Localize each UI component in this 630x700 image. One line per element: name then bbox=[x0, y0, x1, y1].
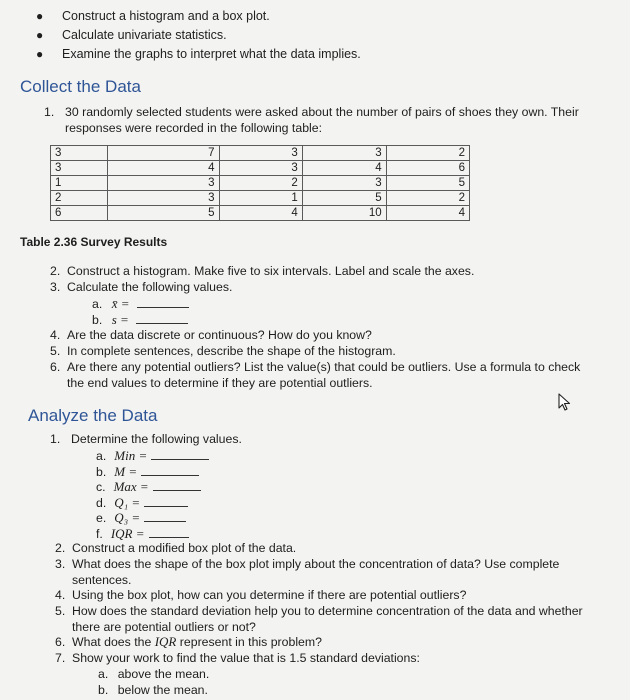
table-cell: 3 bbox=[51, 146, 108, 161]
collect-subitem-a bbox=[92, 295, 189, 312]
analyze-subitem-7b bbox=[98, 682, 208, 698]
table-cell: 3 bbox=[108, 176, 219, 191]
table-cell: 3 bbox=[302, 176, 386, 191]
subitem-text: above the mean. bbox=[117, 667, 210, 681]
subitem-label: a. bbox=[92, 297, 103, 311]
question-text: In complete sentences, describe the shape of the histogram. bbox=[67, 344, 396, 358]
statistic-expression: Max = bbox=[113, 479, 149, 494]
question-text: Show your work to find the value that is 1.5 standard deviations: bbox=[72, 651, 420, 665]
objective-text: Examine the graphs to interpret what the data implies. bbox=[62, 46, 361, 61]
objective-item bbox=[36, 44, 361, 63]
objective-text: Calculate univariate statistics. bbox=[62, 27, 227, 42]
subitem-label: b. bbox=[92, 313, 103, 327]
subitem-label: b. bbox=[98, 683, 109, 697]
question-number: 5. bbox=[50, 344, 61, 358]
table-cell: 2 bbox=[386, 191, 469, 206]
answer-blank[interactable] bbox=[137, 295, 189, 308]
objectives-list bbox=[36, 6, 361, 63]
answer-blank[interactable] bbox=[149, 525, 189, 538]
bullet-icon: ● bbox=[36, 8, 44, 23]
table-row bbox=[51, 146, 470, 161]
table-cell: 3 bbox=[302, 146, 386, 161]
question-text-post: represent in this problem? bbox=[176, 635, 322, 649]
statistic-expression: IQR = bbox=[110, 525, 145, 541]
table-cell: 4 bbox=[108, 161, 219, 176]
collect-subitem-b bbox=[92, 311, 188, 328]
statistic-expression: Q₃ = bbox=[114, 510, 141, 525]
question-number: 2. bbox=[55, 541, 66, 555]
question-text: Using the box plot, how can you determine if there are potential outliers? bbox=[72, 588, 467, 602]
table-cell: 3 bbox=[219, 146, 302, 161]
analyze-subitem bbox=[96, 525, 189, 542]
question-text: Are the data discrete or continuous? How do you know? bbox=[67, 328, 372, 342]
question-number: 6. bbox=[50, 360, 61, 374]
mouse-cursor-icon bbox=[558, 393, 572, 411]
table-cell: 2 bbox=[51, 191, 108, 206]
answer-blank[interactable] bbox=[153, 478, 201, 491]
statistic-expression: Min = bbox=[114, 448, 148, 463]
table-cell: 4 bbox=[219, 206, 302, 221]
subitem-text: below the mean. bbox=[117, 683, 208, 697]
table-cell: 5 bbox=[108, 206, 219, 221]
objective-text: Construct a histogram and a box plot. bbox=[62, 8, 270, 23]
question-number: 5. bbox=[55, 604, 66, 618]
question-text: 30 randomly selected students were asked about the number of pairs of shoes they own. Their bbox=[65, 105, 579, 119]
question-number: 7. bbox=[55, 651, 66, 665]
objective-item bbox=[36, 6, 361, 25]
question-text: sentences. bbox=[72, 573, 132, 587]
analyze-subitem-7a bbox=[98, 666, 209, 682]
table-row bbox=[51, 191, 470, 206]
question-number: 6. bbox=[55, 635, 66, 649]
table-cell: 5 bbox=[302, 191, 386, 206]
answer-blank[interactable] bbox=[144, 509, 186, 522]
subitem-label: e. bbox=[96, 511, 107, 525]
question-number: 3. bbox=[50, 280, 61, 294]
question-number: 1. bbox=[50, 432, 61, 446]
answer-blank[interactable] bbox=[136, 311, 188, 324]
question-text: Construct a modified box plot of the data. bbox=[72, 541, 297, 555]
subitem-label: b. bbox=[96, 464, 107, 479]
subitem-label: f. bbox=[96, 526, 103, 541]
answer-blank[interactable] bbox=[141, 463, 199, 476]
question-number: 4. bbox=[55, 588, 66, 602]
question-text: Determine the following values. bbox=[71, 432, 242, 446]
table-cell: 4 bbox=[386, 206, 469, 221]
table-cell: 3 bbox=[51, 161, 108, 176]
answer-blank[interactable] bbox=[151, 447, 209, 460]
table-cell: 4 bbox=[302, 161, 386, 176]
table-cell: 2 bbox=[219, 176, 302, 191]
collect-heading: Collect the Data bbox=[20, 77, 141, 96]
xbar-expression: x̄ = bbox=[111, 296, 130, 311]
bullet-icon: ● bbox=[36, 27, 44, 42]
table-cell: 7 bbox=[108, 146, 219, 161]
analyze-subitem bbox=[96, 463, 199, 480]
table-cell: 6 bbox=[386, 161, 469, 176]
question-text: Are there any potential outliers? List the value(s) that could be outliers. Use a formula to check bbox=[67, 360, 581, 374]
iqr-math: IQR bbox=[154, 634, 177, 649]
table-cell: 1 bbox=[219, 191, 302, 206]
question-text bbox=[72, 634, 322, 650]
question-number: 2. bbox=[50, 264, 61, 278]
analyze-subitem bbox=[96, 478, 201, 495]
table-cell: 1 bbox=[51, 176, 108, 191]
table-cell: 2 bbox=[386, 146, 469, 161]
analyze-heading: Analyze the Data bbox=[28, 406, 158, 425]
question-text: Calculate the following values. bbox=[67, 280, 233, 294]
question-number: 1. bbox=[44, 105, 55, 119]
table-cell: 3 bbox=[219, 161, 302, 176]
objective-item bbox=[36, 25, 361, 44]
survey-table bbox=[50, 145, 470, 221]
table-cell: 3 bbox=[108, 191, 219, 206]
table-row bbox=[51, 161, 470, 176]
s-expression: s = bbox=[111, 312, 129, 327]
statistic-expression: M = bbox=[114, 463, 138, 479]
question-text: How does the standard deviation help you to determine concentration of the data and whether bbox=[72, 604, 583, 618]
question-text: responses were recorded in the following table: bbox=[65, 121, 323, 135]
question-text: What does the shape of the box plot imply about the concentration of data? Use complete bbox=[72, 557, 560, 571]
table-caption: Table 2.36 Survey Results bbox=[20, 235, 168, 249]
question-number: 4. bbox=[50, 328, 61, 342]
subitem-label: c. bbox=[96, 480, 106, 494]
analyze-subitem bbox=[96, 447, 209, 464]
question-number: 3. bbox=[55, 557, 66, 571]
question-text: there are potential outliers or not? bbox=[72, 620, 256, 634]
analyze-subitem bbox=[96, 494, 188, 511]
table-cell: 10 bbox=[302, 206, 386, 221]
table-row bbox=[51, 176, 470, 191]
table-cell: 6 bbox=[51, 206, 108, 221]
subitem-label: a. bbox=[96, 449, 107, 463]
table-cell: 5 bbox=[386, 176, 469, 191]
question-text-pre: What does the bbox=[72, 635, 155, 649]
statistic-expression: Q₁ = bbox=[114, 494, 141, 510]
subitem-label: a. bbox=[98, 667, 109, 681]
table-row bbox=[51, 206, 470, 221]
subitem-label: d. bbox=[96, 495, 107, 510]
question-text: Construct a histogram. Make five to six intervals. Label and scale the axes. bbox=[67, 264, 475, 278]
bullet-icon: ● bbox=[36, 46, 44, 61]
answer-blank[interactable] bbox=[144, 494, 188, 507]
analyze-subitem bbox=[96, 509, 186, 526]
question-text: the end values to determine if they are potential outliers. bbox=[67, 376, 373, 390]
